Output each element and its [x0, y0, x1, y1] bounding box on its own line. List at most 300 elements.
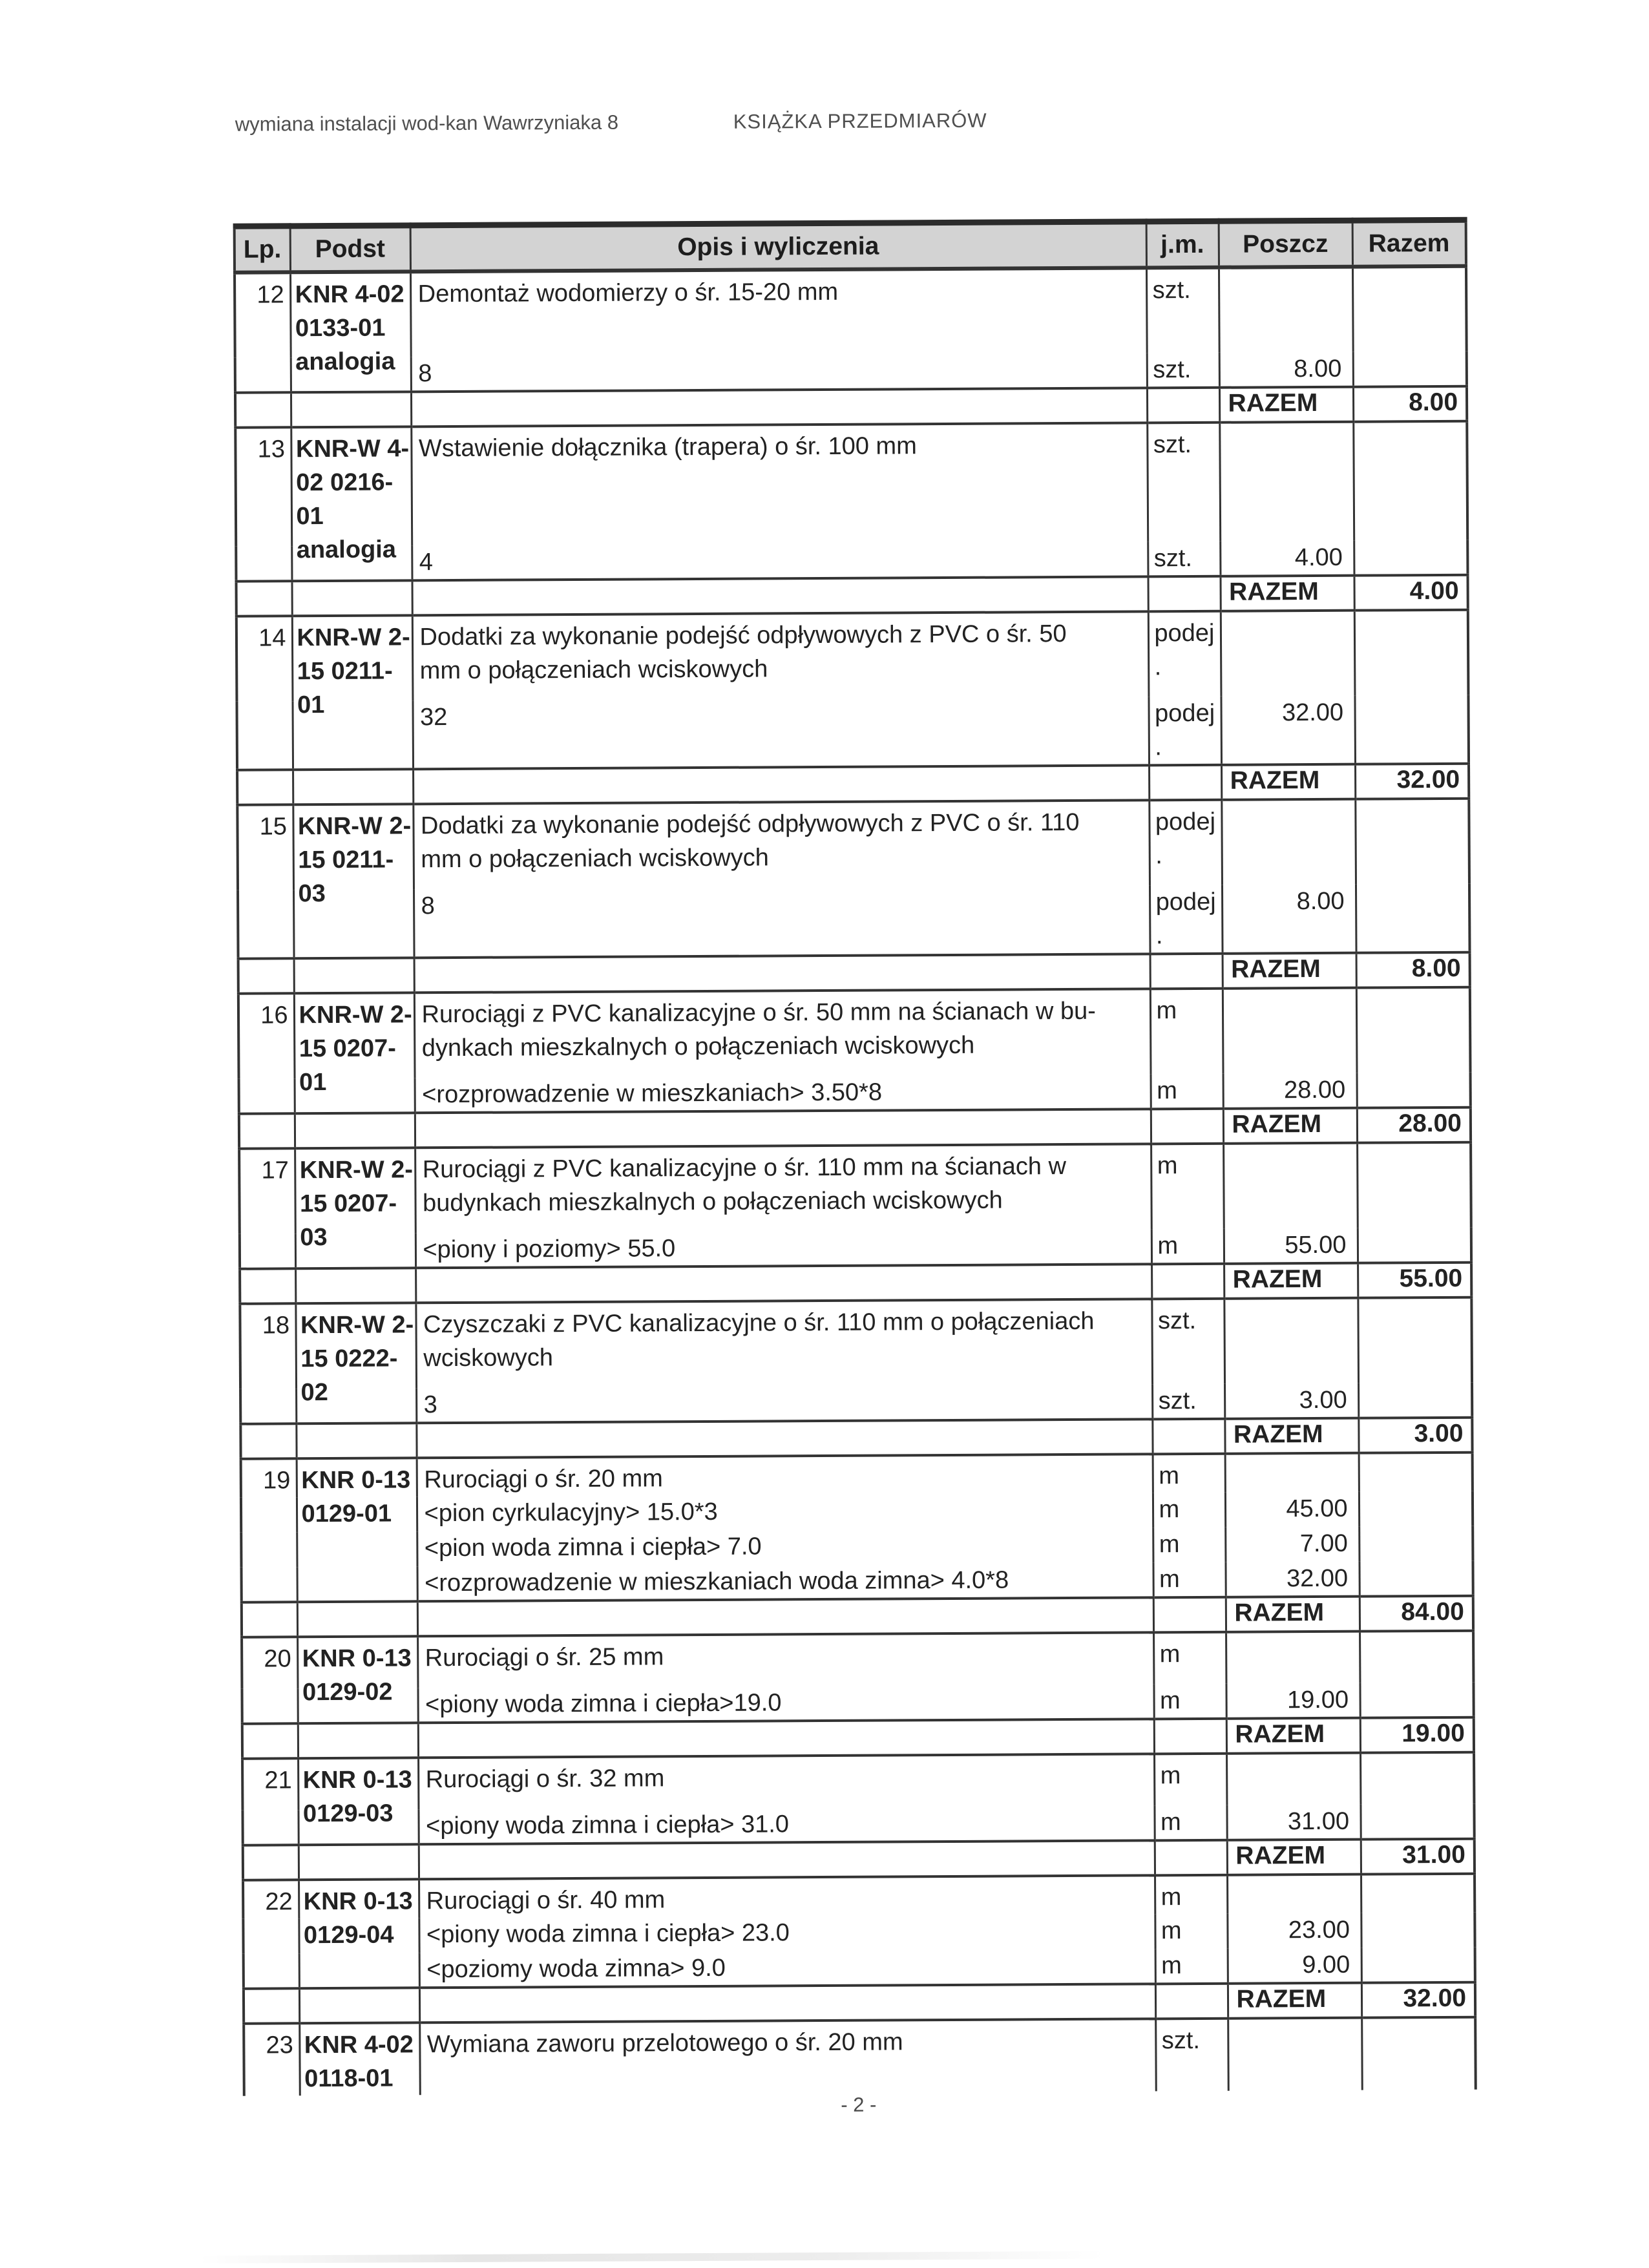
text-line: KNR 0-13: [303, 1887, 413, 1916]
text-line: 16: [260, 1002, 288, 1029]
calc-value: [1224, 1383, 1358, 1419]
calc-razem-empty: [1359, 1491, 1473, 1527]
calc-unit: [1155, 1949, 1228, 1984]
text-line: m: [1159, 1462, 1180, 1490]
calc-value: [1228, 1948, 1361, 1984]
item-razem-empty: [1360, 1631, 1473, 1683]
razem-empty: [1150, 954, 1223, 989]
item-poszcz-empty: [1227, 1874, 1361, 1914]
text-line: KNR-W 2-: [299, 1156, 414, 1184]
item-description: [418, 1754, 1154, 1809]
text-line: <pion woda zimna i ciepła> 7.0: [424, 1533, 762, 1562]
item-unit: [1150, 989, 1223, 1075]
item-number: [237, 804, 293, 958]
text-line: <piony woda zimna i ciepła> 23.0: [426, 1919, 790, 1949]
item-number: [238, 993, 295, 1113]
calc-razem-empty: [1357, 1073, 1471, 1108]
item-basis-code: [295, 1148, 415, 1268]
calc-value: [1225, 1562, 1359, 1597]
calc-expression: [415, 1074, 1151, 1113]
razem-empty: [295, 1113, 415, 1148]
text-line: m: [1160, 1762, 1181, 1790]
razem-empty: [293, 769, 413, 804]
text-line: 20: [264, 1645, 291, 1673]
calculation-row: [241, 1526, 1473, 1568]
text-line: 15 0211-: [297, 657, 393, 686]
item-basis-code: [299, 2022, 420, 2095]
calc-unit: [1155, 1914, 1227, 1949]
item-unit: [1151, 1144, 1224, 1230]
text-line: Rurociągi z PVC kanalizacyjne o śr. 50 mm na ścianach w bu-: [421, 997, 1096, 1029]
calculation-row: [239, 1073, 1471, 1114]
item-basis-code: [292, 615, 413, 770]
text-line: KNR-W 2-: [300, 1311, 414, 1339]
razem-empty: [298, 1723, 418, 1758]
calc-value: [1222, 885, 1356, 954]
text-line: KNR-W 4-: [295, 435, 410, 463]
calc-expression: [416, 1384, 1152, 1423]
text-line: <pion cyrkulacyjny> 15.0*3: [424, 1498, 718, 1528]
item-unit: [1155, 2019, 1228, 2092]
item-razem-empty: [1360, 1752, 1474, 1805]
item-poszcz-empty: [1221, 611, 1355, 697]
calc-expression: [417, 1528, 1153, 1566]
item-unit: [1151, 1299, 1224, 1385]
item-razem-empty: [1361, 2017, 1476, 2090]
razem-row: [236, 575, 1468, 616]
text-line: 8: [418, 360, 432, 388]
razem-empty: [413, 765, 1149, 804]
item-unit: [1149, 800, 1222, 886]
razem-total: 4.00: [1354, 575, 1467, 611]
item-basis-code: [295, 1303, 416, 1423]
item-basis-code: [294, 992, 415, 1113]
item-basis-code: [298, 1758, 419, 1845]
item-razem-empty: [1357, 1142, 1471, 1228]
calc-razem-empty: [1361, 1913, 1475, 1948]
razem-empty: [238, 958, 294, 993]
calc-unit: [1153, 1684, 1226, 1719]
razem-label: RAZEM: [1228, 1983, 1361, 2019]
item-razem-empty: [1358, 1297, 1472, 1383]
calc-expression: [419, 1914, 1155, 1953]
item-number: [236, 616, 293, 770]
item-razem-empty: [1356, 987, 1471, 1073]
razem-row: [237, 764, 1469, 805]
item-description: [415, 1299, 1152, 1388]
item-row: [239, 1142, 1471, 1234]
calc-unit: [1153, 1528, 1225, 1563]
header-row: [235, 220, 1466, 272]
razem-empty: [242, 1602, 297, 1637]
text-line: 15 0222-: [300, 1345, 398, 1373]
text-line: m: [1159, 1687, 1181, 1715]
text-line: 9.00: [1302, 1951, 1350, 1979]
text-line: podej: [1154, 699, 1215, 728]
calc-expression: [418, 1805, 1154, 1844]
razem-label: RAZEM: [1227, 1840, 1361, 1875]
text-line: 01: [297, 691, 325, 719]
text-line: 0129-04: [303, 1921, 394, 1949]
text-line: 45.00: [1286, 1495, 1348, 1523]
item-row: [236, 610, 1469, 702]
item-description: [413, 800, 1150, 889]
calculation-row: [236, 540, 1467, 582]
text-line: 02: [300, 1379, 328, 1407]
text-line: m: [1161, 1917, 1182, 1945]
item-poszcz-empty: [1219, 422, 1354, 541]
col-opis: Opis i wyliczenia: [410, 222, 1146, 271]
item-description: [419, 2019, 1156, 2095]
calc-unit: [1148, 697, 1221, 766]
razem-empty: [415, 1109, 1151, 1148]
razem-empty: [1149, 765, 1221, 801]
calc-razem-empty: [1358, 1228, 1471, 1263]
text-line: <piony i poziomy> 55.0: [423, 1235, 676, 1264]
calc-unit: [1154, 1805, 1226, 1841]
item-poszcz-empty: [1225, 1453, 1359, 1493]
item-description: [411, 423, 1148, 545]
text-line: Rurociągi z PVC kanalizacyjne o śr. 110 mm na ścianach w: [422, 1153, 1067, 1184]
text-line: 12: [257, 281, 284, 309]
calc-value: [1225, 1527, 1359, 1562]
razem-empty: [297, 1601, 417, 1637]
razem-total: 8.00: [1356, 952, 1470, 988]
text-line: 3: [423, 1391, 437, 1419]
razem-empty: [1147, 388, 1219, 423]
calc-razem-empty: [1354, 540, 1467, 576]
text-line: 0129-01: [301, 1500, 392, 1528]
razem-row: [239, 1108, 1471, 1149]
razem-label: RAZEM: [1223, 1108, 1357, 1144]
razem-total: 55.00: [1358, 1263, 1471, 1298]
calc-unit: [1153, 1493, 1225, 1528]
text-line: szt.: [1158, 1387, 1197, 1415]
text-line: Rurociągi o śr. 20 mm: [424, 1465, 663, 1494]
razem-label: RAZEM: [1219, 387, 1353, 423]
calc-razem-empty: [1359, 1561, 1473, 1597]
text-line: Rurociągi o śr. 25 mm: [425, 1643, 664, 1672]
text-line: 22: [265, 1888, 293, 1916]
razem-empty: [292, 580, 412, 616]
razem-row: [238, 952, 1470, 994]
calc-value: [1225, 1492, 1359, 1528]
razem-empty: [291, 392, 411, 427]
razem-empty: [412, 576, 1148, 615]
text-line: szt.: [1161, 2026, 1201, 2055]
item-description: [417, 1454, 1153, 1496]
text-line: KNR-W 2-: [297, 812, 412, 841]
document-title: wymiana instalacji wod-kan Wawrzyniaka 8: [235, 110, 619, 136]
razem-empty: [1148, 576, 1220, 612]
item-row: [235, 421, 1467, 547]
text-line: szt.: [1157, 1307, 1197, 1335]
item-description: [419, 1875, 1155, 1918]
calc-value: [1227, 1913, 1361, 1949]
item-basis-code: [299, 1879, 419, 1988]
document-type-title: KSIĄŻKA PRZEDMIARÓW: [733, 109, 987, 133]
calc-expression: [412, 541, 1148, 580]
text-line: m: [1159, 1496, 1180, 1524]
razem-label: RAZEM: [1223, 953, 1356, 989]
calc-value: [1224, 1228, 1358, 1264]
razem-empty: [1151, 1109, 1223, 1144]
item-description: [415, 1144, 1151, 1233]
text-line: 03: [300, 1224, 328, 1252]
calculation-row: [235, 352, 1467, 393]
text-line: podej: [1155, 808, 1216, 836]
item-row: [241, 1453, 1473, 1498]
calc-value: [1220, 541, 1354, 576]
calc-expression: [415, 1229, 1151, 1268]
text-line: 31.00: [1287, 1807, 1350, 1836]
razem-empty: [411, 388, 1147, 426]
text-line: 01: [296, 503, 324, 530]
text-line: 21: [264, 1767, 292, 1794]
razem-empty: [419, 1984, 1155, 2022]
calculation-row: [236, 695, 1469, 770]
text-line: 02 0216-: [296, 468, 394, 497]
calc-unit: [1151, 1074, 1223, 1109]
razem-label: RAZEM: [1221, 764, 1355, 800]
text-line: KNR 0-13: [302, 1644, 412, 1673]
calculation-row: [241, 1561, 1473, 1602]
text-line: 8.00: [1294, 355, 1342, 383]
text-line: m: [1159, 1641, 1181, 1668]
przedmiar-table: [233, 217, 1477, 2096]
item-poszcz-empty: [1223, 988, 1357, 1074]
razem-empty: [418, 1719, 1154, 1758]
calc-razem-empty: [1360, 1683, 1473, 1718]
item-number: [244, 2023, 300, 2095]
text-line: m: [1157, 1077, 1177, 1105]
item-unit: [1153, 1632, 1226, 1685]
text-line: 32.00: [1281, 698, 1344, 727]
item-poszcz-empty: [1221, 799, 1356, 885]
calc-unit: [1153, 1562, 1225, 1598]
text-line: 3.00: [1299, 1386, 1347, 1414]
item-number: [235, 427, 291, 581]
item-unit: [1146, 268, 1219, 353]
text-line: m: [1159, 1531, 1180, 1559]
razem-empty: [1155, 1840, 1227, 1876]
razem-label: RAZEM: [1220, 576, 1354, 611]
razem-empty: [299, 1844, 419, 1880]
item-poszcz-empty: [1224, 1298, 1358, 1384]
calculation-row: [238, 884, 1470, 959]
item-razem-empty: [1353, 421, 1467, 541]
text-line: 23: [266, 2032, 293, 2059]
item-row: [238, 987, 1471, 1079]
text-line: 19: [262, 1467, 291, 1495]
text-line: KNR-W 2-: [299, 1001, 412, 1029]
item-number: [235, 272, 291, 392]
razem-total: 8.00: [1353, 386, 1467, 422]
razem-empty: [242, 1723, 298, 1758]
text-line: KNR 4-02: [295, 280, 404, 309]
razem-total: 3.00: [1358, 1418, 1472, 1453]
text-line: 0118-01: [304, 2064, 394, 2093]
calc-expression: [414, 885, 1150, 958]
text-line: 0129-02: [302, 1678, 393, 1706]
text-line: m: [1157, 1152, 1178, 1180]
col-poszcz: Poszcz: [1219, 220, 1352, 268]
razem-empty: [295, 1268, 415, 1303]
item-unit: [1147, 423, 1220, 542]
calc-expression: [419, 1949, 1155, 1988]
text-line: .: [1155, 922, 1163, 950]
calculation-row: [242, 1683, 1473, 1724]
text-line: 13: [257, 436, 286, 463]
text-line: Wstawienie dołącznika (trapera) o śr. 100 mm: [418, 432, 917, 463]
text-line: 32.00: [1286, 1564, 1349, 1593]
item-unit: [1153, 1454, 1225, 1493]
razem-empty: [244, 1988, 299, 2023]
page-number: - 2 -: [841, 2093, 877, 2116]
calc-unit: [1150, 885, 1223, 954]
text-line: analogia: [296, 536, 397, 564]
text-line: Dodatki za wykonanie podejść odpływowych z PVC o śr. 50: [419, 620, 1067, 651]
calc-razem-empty: [1359, 1526, 1473, 1562]
scanner-artifact: [200, 2251, 1104, 2263]
item-poszcz-empty: [1226, 1753, 1360, 1805]
item-basis-code: [297, 1636, 418, 1723]
razem-empty: [296, 1423, 416, 1458]
razem-empty: [235, 392, 291, 427]
calc-razem-empty: [1356, 884, 1470, 953]
calc-value: [1226, 1805, 1360, 1840]
text-line: m: [1160, 1809, 1181, 1836]
razem-row: [242, 1717, 1474, 1759]
razem-empty: [415, 1264, 1151, 1303]
text-line: 15 0211-: [298, 846, 394, 874]
text-line: m: [1156, 997, 1177, 1025]
item-unit: [1155, 1875, 1227, 1915]
item-poszcz-empty: [1223, 1143, 1358, 1229]
col-jm: j.m.: [1146, 221, 1219, 268]
item-poszcz-empty: [1226, 1632, 1360, 1684]
razem-empty: [237, 770, 293, 804]
razem-empty: [416, 1419, 1152, 1458]
text-line: 7.00: [1299, 1529, 1348, 1558]
item-row: [237, 799, 1469, 890]
text-line: 8.00: [1296, 887, 1345, 916]
text-line: 8: [421, 892, 435, 920]
text-line: budynkach mieszkalnych o połączeniach wciskowych: [422, 1186, 1003, 1217]
text-line: Dodatki za wykonanie podejść odpływowych z PVC o śr. 110: [420, 808, 1080, 840]
razem-label: RAZEM: [1226, 1597, 1360, 1632]
item-poszcz-empty: [1219, 267, 1353, 353]
text-line: 23.00: [1288, 1916, 1350, 1944]
text-line: KNR-W 2-: [297, 624, 410, 652]
text-line: m: [1161, 1952, 1182, 1980]
text-line: 03: [298, 880, 326, 908]
razem-empty: [1151, 1264, 1224, 1299]
table-header: [235, 220, 1466, 272]
item-razem-empty: [1355, 799, 1469, 885]
col-razem: Razem: [1352, 220, 1466, 266]
item-unit: [1154, 1754, 1226, 1806]
text-line: KNR 0-13: [302, 1766, 412, 1794]
razem-row: [240, 1263, 1471, 1304]
item-row: [240, 1297, 1472, 1389]
razem-empty: [240, 1268, 295, 1303]
item-unit: [1148, 611, 1221, 697]
calc-razem-empty: [1354, 695, 1469, 764]
text-line: mm o połączeniach wciskowych: [421, 844, 769, 874]
razem-label: RAZEM: [1226, 1718, 1360, 1754]
calculation-row: [241, 1491, 1473, 1533]
text-line: 01: [299, 1069, 327, 1097]
item-description: [414, 989, 1151, 1078]
text-line: <piony woda zimna i ciepła>19.0: [425, 1689, 782, 1719]
razem-empty: [240, 1423, 296, 1458]
item-description: [417, 1632, 1153, 1688]
razem-row: [243, 1839, 1475, 1880]
text-line: 0129-03: [302, 1800, 394, 1828]
razem-row: [242, 1596, 1473, 1637]
table-body: [235, 266, 1476, 2096]
text-line: 28.00: [1283, 1076, 1346, 1104]
text-line: szt.: [1153, 545, 1193, 572]
item-row: [242, 1752, 1474, 1811]
text-line: m: [1161, 1884, 1182, 1911]
razem-total: 32.00: [1361, 1982, 1475, 2018]
calc-value: [1219, 352, 1353, 388]
calculation-row: [243, 1913, 1475, 1954]
text-line: szt.: [1153, 431, 1192, 459]
item-poszcz-empty: [1228, 2018, 1362, 2091]
text-line: 4: [419, 549, 434, 576]
razem-empty: [236, 581, 292, 616]
text-line: .: [1155, 733, 1162, 761]
razem-total: 19.00: [1360, 1717, 1474, 1753]
text-line: mm o połączeniach wciskowych: [419, 655, 768, 685]
item-razem-empty: [1359, 1453, 1473, 1492]
text-line: Rurociągi o śr. 32 mm: [425, 1765, 665, 1794]
item-number: [241, 1458, 297, 1602]
calc-unit: [1148, 541, 1220, 577]
text-line: wciskowych: [423, 1344, 554, 1372]
razem-empty: [243, 1845, 299, 1880]
item-razem-empty: [1352, 266, 1467, 352]
text-line: <piony woda zimna i ciepła> 31.0: [425, 1811, 790, 1840]
text-line: analogia: [295, 348, 395, 376]
calculation-row: [240, 1228, 1471, 1269]
calc-razem-empty: [1353, 352, 1467, 387]
calc-expression: [417, 1493, 1153, 1531]
calc-razem-empty: [1361, 1948, 1475, 1983]
text-line: 17: [261, 1157, 289, 1184]
item-description: [412, 611, 1149, 700]
text-line: 18: [262, 1312, 290, 1339]
col-lp: Lp.: [235, 226, 290, 273]
item-basis-code: [290, 271, 411, 392]
item-number: [242, 1758, 299, 1845]
razem-empty: [417, 1597, 1153, 1636]
text-line: KNR 0-13: [301, 1466, 411, 1495]
razem-total: 84.00: [1360, 1596, 1473, 1632]
text-line: <rozprowadzenie w mieszkaniach> 3.50*8: [422, 1078, 883, 1109]
item-number: [243, 1880, 299, 1988]
calc-value: [1226, 1683, 1360, 1719]
item-row: [244, 2017, 1476, 2096]
text-line: Czyszczaki z PVC kanalizacyjne o śr. 110 mm o połączeniach: [423, 1307, 1095, 1339]
razem-total: 31.00: [1361, 1839, 1475, 1874]
text-line: 19.00: [1287, 1686, 1349, 1714]
text-line: 15: [259, 813, 288, 841]
razem-label: RAZEM: [1224, 1418, 1358, 1454]
